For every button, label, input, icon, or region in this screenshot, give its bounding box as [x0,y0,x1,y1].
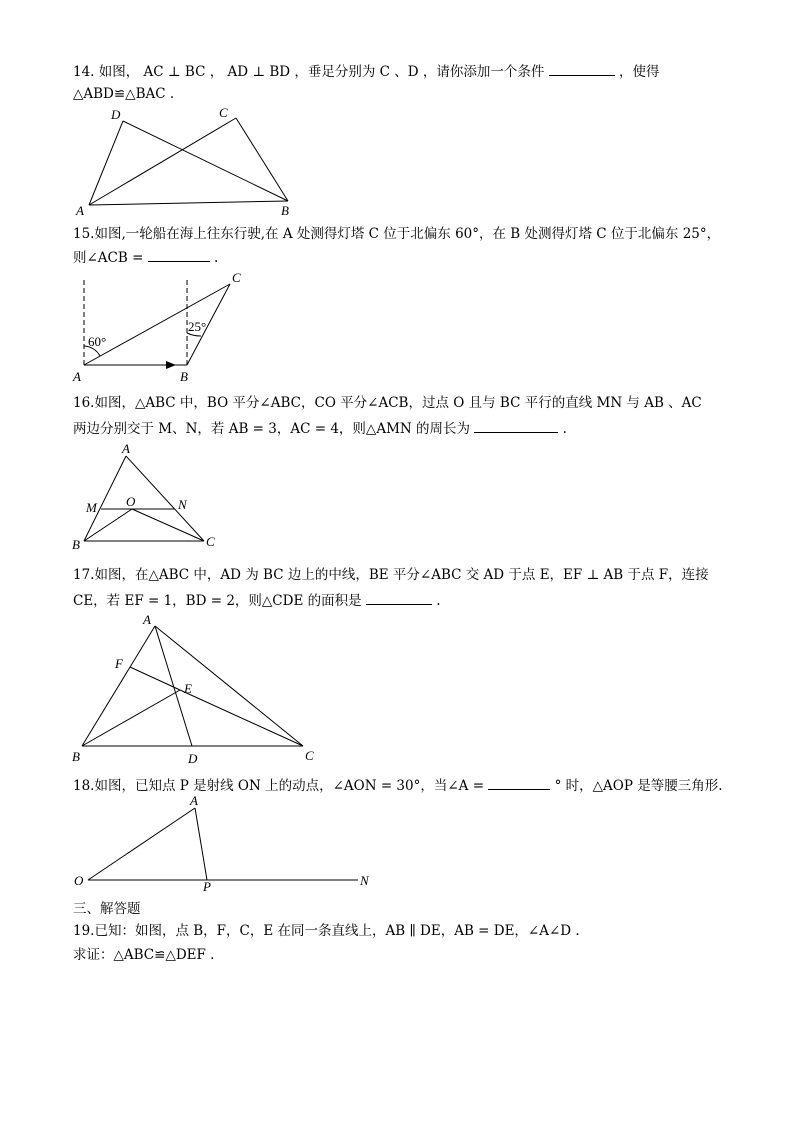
q18-stem: 18.如图，已知点 P 是射线 ON 上的动点，∠AON = 30°，当∠A = [73,778,485,794]
q19-stem: 19.已知：如图，点 B，F，C，E 在同一条直线上，AB ∥ DE，AB = DE，∠A∠D . [73,923,580,939]
q18-segment-OA [88,808,195,880]
q17-label-E: E [184,681,192,696]
q18-stem-tail: ° 时，△AOP 是等腰三角形. [554,778,723,794]
q17-stem-tail: . [436,593,441,609]
q19-text-line1 [73,922,580,940]
q17-label-A: A [143,612,151,627]
q18-segment-AP [195,808,207,880]
q17-label-C: C [305,748,314,763]
q17-label-F: F [115,656,123,671]
q18-label-A: A [190,793,198,808]
section-title: 三、解答题 [73,901,141,917]
q17-label-B: B [72,749,80,764]
q15-label-A: A [73,369,81,384]
q15-stem: 15.如图,一轮船在海上往东行驶,在 A 处测得灯塔 C 位于北偏东 60°，在 B 处测得灯塔 C 位于北偏东 25°， [73,226,721,242]
q18-label-O: O [74,873,84,888]
q18-label-N: N [360,873,369,888]
q15-label-C: C [232,270,241,285]
q14-stem-line2: △ABD≌△BAC . [73,86,175,102]
q16-label-C: C [206,534,215,549]
q16-label-B: B [72,537,80,552]
q14-label-A: A [76,203,84,218]
q15-label-B: B [180,369,188,384]
q15-stem-line2: 则∠ACB = [73,250,144,266]
q19-stem-line2: 求证：△ABC≌△DEF . [73,947,215,963]
q14-label-B: B [281,203,289,218]
q16-stem: 16.如图，△ABC 中，BO 平分∠ABC，CO 平分∠ACB，过点 O 且与 BC 平行的直线 MN 与 AB 、AC [73,395,702,411]
q16-label-M: M [86,500,97,515]
q17-stem-line2: CE，若 EF = 1，BD = 2，则△CDE 的面积是 [73,593,362,609]
q16-label-A: A [122,441,130,456]
q19-text-line2 [73,946,214,964]
q16-stem-tail: . [562,421,567,437]
q14-label-D: D [111,107,121,122]
section-heading [73,900,141,918]
q16-label-O: O [126,494,136,509]
q16-stem-line2: 两边分别交于 M、N，若 AB = 3，AC = 4，则△AMN 的周长为 [73,421,470,437]
q15-label-angle-60: 60° [88,334,107,349]
q15-label-angle-25: 25° [188,319,207,334]
q14-label-C: C [219,105,228,120]
q14-stem-tail: ，使得 [619,64,660,80]
q15-stem-tail: . [214,250,219,266]
q18-label-P: P [203,879,211,894]
q14-stem: 14. 如图， AC ⊥ BC ， AD ⊥ BD ，垂足分别为 C 、D ，请你添加一个条件 [73,64,545,80]
q16-label-N: N [178,497,187,512]
q17-label-D: D [188,751,198,766]
q17-stem: 17.如图，在△ABC 中，AD 为 BC 边上的中线，BE 平分∠ABC 交 AD 于点 E，EF ⊥ AB 于点 F，连接 [73,567,709,583]
